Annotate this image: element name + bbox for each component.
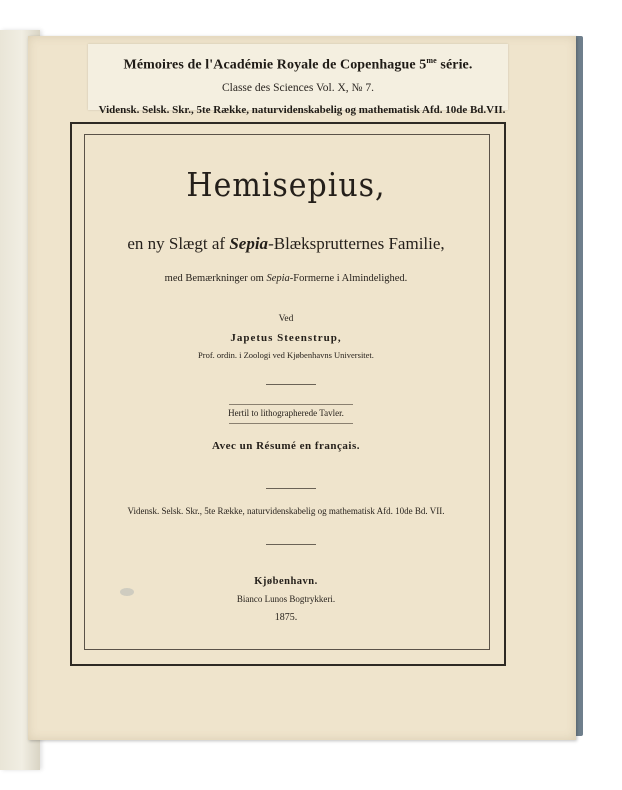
main-title: Hemisepius, xyxy=(186,166,386,205)
publication-place: Kjøbenhavn. xyxy=(254,576,318,587)
subtitle: en ny Slægt af Sepia-Blæksprutternes Familie, xyxy=(127,234,445,253)
publication-year: 1875. xyxy=(274,612,298,623)
author-affiliation: Prof. ordin. i Zoologi ved Kjøbenhavns Universitet. xyxy=(198,350,374,360)
plates-note: Hertil to lithographerede Tavler. xyxy=(228,408,344,418)
author-name: Japetus Steenstrup, xyxy=(230,332,342,344)
by-line: Ved xyxy=(278,314,294,324)
divider-rule xyxy=(266,544,316,545)
divider-rule xyxy=(266,384,316,385)
printer: Bianco Lunos Bogtrykkeri. xyxy=(236,594,336,604)
divider-rule xyxy=(266,488,316,489)
series-footer: Vidensk. Selsk. Skr., 5te Række, naturvidenskabelig og mathematisk Afd. 10de Bd. VII. xyxy=(127,506,445,516)
secondary-subtitle: med Bemærkninger om Sepia-Formerne i Almindelighed. xyxy=(164,273,408,284)
inner-frame xyxy=(84,134,490,650)
series-header: Vidensk. Selsk. Skr., 5te Række, naturvidenskabelig og mathematisk Afd. 10de Bd.VII. xyxy=(98,104,506,116)
label-title: Mémoires de l'Académie Royale de Copenhague $5^{me}$ série. xyxy=(123,56,473,73)
paper-stain xyxy=(120,588,134,596)
label-subtitle: Classe des Sciences Vol. X, № 7. xyxy=(221,82,375,94)
label-slip xyxy=(88,44,508,110)
title-page xyxy=(28,36,576,740)
resume-note: Avec un Résumé en français. xyxy=(211,440,361,452)
